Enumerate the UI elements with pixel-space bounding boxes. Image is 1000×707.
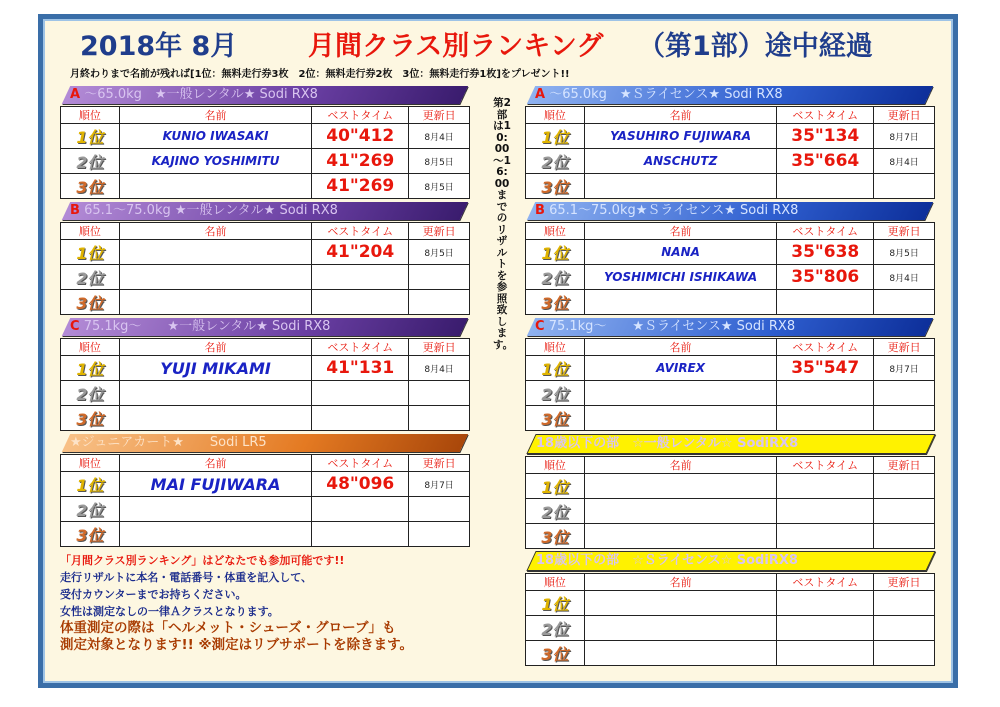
title-ranking: 月間クラス別ランキング xyxy=(308,31,604,62)
driver-name xyxy=(584,381,776,406)
driver-name: YASUHIRO FUJIWARA xyxy=(584,124,777,149)
update-date xyxy=(874,174,935,199)
table-row xyxy=(526,524,935,549)
note-line: 測定対象となります!! ※測定はリブサポートを除きます。 xyxy=(60,637,414,653)
best-time xyxy=(312,381,409,406)
table-row xyxy=(61,240,470,265)
table-row xyxy=(526,149,935,174)
driver-name xyxy=(584,290,777,315)
rank-label: 3位 xyxy=(61,290,120,315)
ranking-panel xyxy=(60,318,470,431)
col-date: 更新日 xyxy=(874,107,935,124)
update-date: 8月7日 xyxy=(874,356,935,381)
col-rank: 順位 xyxy=(61,223,120,240)
ranking-panel xyxy=(525,86,935,199)
col-name: 名前 xyxy=(584,223,777,240)
ranking-table xyxy=(60,106,470,199)
panel-label: 75.1kg～ ★Ｓライセンス★ Sodi RX8 xyxy=(548,319,796,334)
panel-header xyxy=(527,86,933,104)
ranking-table xyxy=(525,106,935,199)
col-rank: 順位 xyxy=(526,457,585,474)
best-time xyxy=(777,499,874,524)
rank-label: 1位 xyxy=(526,591,585,616)
update-date xyxy=(409,290,470,315)
rank-label: 3位 xyxy=(526,174,585,199)
rank-label: 2位 xyxy=(526,381,585,406)
update-date xyxy=(874,591,935,616)
class-badge: B xyxy=(70,203,80,218)
ranking-table xyxy=(525,338,935,431)
update-date xyxy=(874,381,935,406)
driver-name xyxy=(119,522,312,547)
update-date: 8月4日 xyxy=(874,265,935,290)
driver-name xyxy=(119,381,311,406)
best-time xyxy=(312,406,409,431)
col-rank: 順位 xyxy=(61,455,120,472)
note-line: 受付カウンターまでお持ちください。 xyxy=(60,588,247,601)
update-date: 8月4日 xyxy=(409,356,470,381)
panel-header xyxy=(62,86,468,104)
best-time: 40"412 xyxy=(312,124,409,149)
best-time: 35"547 xyxy=(777,356,874,381)
driver-name: YUJI MIKAMI xyxy=(119,356,311,381)
driver-name xyxy=(584,406,776,431)
class-badge: B xyxy=(535,203,545,218)
col-name: 名前 xyxy=(119,107,312,124)
update-date xyxy=(874,290,935,315)
best-time: 35"638 xyxy=(777,240,874,265)
update-date xyxy=(409,381,470,406)
class-badge: C xyxy=(535,319,545,334)
driver-name: KAJINO YOSHIMITU xyxy=(119,149,312,174)
col-time: ベストタイム xyxy=(312,107,409,124)
update-date xyxy=(409,265,470,290)
rank-label: 2位 xyxy=(61,149,120,174)
col-date: 更新日 xyxy=(409,455,470,472)
class-badge: C xyxy=(70,319,80,334)
panel-header xyxy=(526,551,935,571)
rank-label: 3位 xyxy=(61,406,120,431)
col-date: 更新日 xyxy=(874,339,935,356)
update-date: 8月5日 xyxy=(409,240,470,265)
ranking-panel xyxy=(525,551,935,666)
panel-label: ★ジュニアカート★ Sodi LR5 xyxy=(70,435,267,450)
rank-label: 2位 xyxy=(526,149,585,174)
best-time xyxy=(312,497,409,522)
col-rank: 順位 xyxy=(526,339,585,356)
table-row xyxy=(526,591,935,616)
table-row xyxy=(526,240,935,265)
col-name: 名前 xyxy=(119,455,312,472)
rank-label: 1位 xyxy=(61,240,120,265)
col-date: 更新日 xyxy=(874,574,935,591)
col-time: ベストタイム xyxy=(777,574,874,591)
best-time xyxy=(777,641,874,666)
ranking-panel xyxy=(60,434,470,547)
col-time: ベストタイム xyxy=(312,455,409,472)
driver-name: MAI FUJIWARA xyxy=(119,472,312,497)
note-line: 体重測定の際は「ヘルメット・シューズ・グローブ」も xyxy=(60,620,396,636)
driver-name xyxy=(119,497,312,522)
update-date: 8月4日 xyxy=(409,124,470,149)
driver-name: ANSCHUTZ xyxy=(584,149,777,174)
update-date xyxy=(874,616,935,641)
driver-name: KUNIO IWASAKI xyxy=(119,124,312,149)
ranking-table xyxy=(525,573,935,666)
col-name: 名前 xyxy=(584,457,776,474)
panel-label: ～65.0kg ★一般レンタル★ Sodi RX8 xyxy=(84,87,318,102)
ranking-table xyxy=(525,222,935,315)
note-line: 走行リザルトに本名・電話番号・体重を記入して、 xyxy=(60,571,313,584)
col-rank: 順位 xyxy=(61,339,120,356)
ranking-panel xyxy=(525,434,935,549)
table-row xyxy=(526,474,935,499)
best-time xyxy=(777,616,874,641)
best-time: 41"131 xyxy=(312,356,409,381)
update-date: 8月5日 xyxy=(874,240,935,265)
col-name: 名前 xyxy=(584,339,776,356)
table-row xyxy=(526,290,935,315)
ranking-panel xyxy=(525,318,935,431)
ranking-panel xyxy=(60,202,470,315)
table-row xyxy=(526,406,935,431)
col-name: 名前 xyxy=(119,223,311,240)
best-time: 41"204 xyxy=(312,240,409,265)
ranking-table xyxy=(525,456,935,549)
notes xyxy=(60,552,413,654)
update-date: 8月5日 xyxy=(409,149,470,174)
best-time: 41"269 xyxy=(312,174,409,199)
driver-name xyxy=(584,174,777,199)
table-row xyxy=(526,616,935,641)
rank-label: 1位 xyxy=(61,356,120,381)
rank-label: 1位 xyxy=(526,356,585,381)
rank-label: 3位 xyxy=(526,524,585,549)
note-line: 女性は測定なしの一律Ａクラスとなります。 xyxy=(60,605,279,618)
rank-label: 1位 xyxy=(526,240,585,265)
table-row xyxy=(61,497,470,522)
panel-header xyxy=(62,434,468,452)
rank-label: 1位 xyxy=(61,124,120,149)
best-time xyxy=(777,174,874,199)
driver-name xyxy=(584,641,776,666)
col-date: 更新日 xyxy=(409,223,470,240)
driver-name xyxy=(584,591,776,616)
best-time xyxy=(777,381,874,406)
ranking-table xyxy=(60,454,470,547)
vertical-note: 第2部は10:00～16:00までのリザルトを参照致します。 xyxy=(493,97,514,351)
table-row xyxy=(61,174,470,199)
rank-label: 3位 xyxy=(61,522,120,547)
col-date: 更新日 xyxy=(409,339,470,356)
table-row xyxy=(61,265,470,290)
class-badge: A xyxy=(70,87,81,102)
col-time: ベストタイム xyxy=(777,107,874,124)
table-row xyxy=(61,356,470,381)
subtitle: 月終わりまで名前が残れば[1位：無料走行券3枚 2位：無料走行券2枚 3位：無料走行券1枚]をプレゼント!! xyxy=(70,69,570,80)
rank-label: 3位 xyxy=(61,174,120,199)
driver-name xyxy=(119,265,311,290)
update-date: 8月4日 xyxy=(874,149,935,174)
driver-name: YOSHIMICHI ISHIKAWA xyxy=(584,265,777,290)
best-time: 35"806 xyxy=(777,265,874,290)
table-row xyxy=(526,265,935,290)
rank-label: 2位 xyxy=(526,499,585,524)
table-row xyxy=(526,356,935,381)
rank-label: 2位 xyxy=(61,381,120,406)
update-date xyxy=(409,497,470,522)
panel-header xyxy=(62,318,468,336)
update-date: 8月7日 xyxy=(874,124,935,149)
update-date xyxy=(874,499,935,524)
col-date: 更新日 xyxy=(409,107,470,124)
table-row xyxy=(61,149,470,174)
table-row xyxy=(61,406,470,431)
note-line: 「月間クラス別ランキング」はどなたでも参加可能です!! xyxy=(60,554,345,567)
col-rank: 順位 xyxy=(526,107,585,124)
table-row xyxy=(526,641,935,666)
panel-label: ～65.0kg ★Ｓライセンス★ Sodi RX8 xyxy=(549,87,783,102)
driver-name xyxy=(584,616,776,641)
col-rank: 順位 xyxy=(526,223,585,240)
rank-label: 3位 xyxy=(526,641,585,666)
rank-label: 3位 xyxy=(526,290,585,315)
ranking-panel xyxy=(525,202,935,315)
rank-label: 3位 xyxy=(526,406,585,431)
panel-label: 18歳以下の部 ☆Ｓライセンス☆ SodiRX8 xyxy=(536,553,798,568)
driver-name xyxy=(119,406,311,431)
col-rank: 順位 xyxy=(526,574,585,591)
driver-name xyxy=(119,240,311,265)
driver-name: NANA xyxy=(584,240,777,265)
rank-label: 2位 xyxy=(526,616,585,641)
driver-name xyxy=(119,174,312,199)
best-time xyxy=(777,524,874,549)
panel-label: 75.1kg～ ★一般レンタル★ Sodi RX8 xyxy=(83,319,331,334)
col-time: ベストタイム xyxy=(777,223,874,240)
title-date: 2018年 8月 xyxy=(80,31,238,62)
rank-label: 1位 xyxy=(61,472,120,497)
col-name: 名前 xyxy=(584,107,777,124)
rank-label: 1位 xyxy=(526,124,585,149)
driver-name xyxy=(584,474,776,499)
panel-header xyxy=(526,434,935,454)
driver-name xyxy=(584,524,776,549)
table-row xyxy=(61,290,470,315)
panel-label: 65.1～75.0kg★Ｓライセンス★ Sodi RX8 xyxy=(549,203,799,218)
table-row xyxy=(61,124,470,149)
update-date xyxy=(409,522,470,547)
best-time xyxy=(312,265,409,290)
update-date xyxy=(874,641,935,666)
ranking-table xyxy=(60,338,470,431)
best-time: 41"269 xyxy=(312,149,409,174)
rank-label: 1位 xyxy=(526,474,585,499)
best-time xyxy=(777,406,874,431)
table-row xyxy=(61,472,470,497)
best-time xyxy=(312,522,409,547)
col-time: ベストタイム xyxy=(777,339,874,356)
class-badge: A xyxy=(535,87,546,102)
best-time xyxy=(777,474,874,499)
table-row xyxy=(526,124,935,149)
driver-name xyxy=(584,499,776,524)
col-date: 更新日 xyxy=(874,223,935,240)
ranking-table xyxy=(60,222,470,315)
panel-header xyxy=(62,202,468,220)
update-date xyxy=(874,524,935,549)
table-row xyxy=(61,381,470,406)
rank-label: 2位 xyxy=(61,497,120,522)
col-rank: 順位 xyxy=(61,107,120,124)
table-row xyxy=(526,499,935,524)
table-row xyxy=(526,381,935,406)
col-name: 名前 xyxy=(584,574,776,591)
table-row xyxy=(526,174,935,199)
update-date: 8月5日 xyxy=(409,174,470,199)
col-time: ベストタイム xyxy=(312,339,409,356)
best-time: 48"096 xyxy=(312,472,409,497)
col-name: 名前 xyxy=(119,339,311,356)
update-date xyxy=(874,474,935,499)
update-date xyxy=(874,406,935,431)
panel-label: 65.1～75.0kg ★一般レンタル★ Sodi RX8 xyxy=(84,203,338,218)
best-time: 35"664 xyxy=(777,149,874,174)
driver-name xyxy=(119,290,311,315)
title-part: （第1部）途中経過 xyxy=(638,31,873,62)
col-date: 更新日 xyxy=(874,457,935,474)
update-date xyxy=(409,406,470,431)
col-time: ベストタイム xyxy=(777,457,874,474)
ranking-panel xyxy=(60,86,470,199)
panel-header xyxy=(527,202,933,220)
table-row xyxy=(61,522,470,547)
best-time: 35"134 xyxy=(777,124,874,149)
best-time xyxy=(312,290,409,315)
best-time xyxy=(777,591,874,616)
update-date: 8月7日 xyxy=(409,472,470,497)
driver-name: AVIREX xyxy=(584,356,776,381)
rank-label: 2位 xyxy=(526,265,585,290)
col-time: ベストタイム xyxy=(312,223,409,240)
best-time xyxy=(777,290,874,315)
panel-header xyxy=(527,318,933,336)
panel-label: 18歳以下の部 ☆一般レンタル☆ SodiRX8 xyxy=(536,436,799,451)
rank-label: 2位 xyxy=(61,265,120,290)
